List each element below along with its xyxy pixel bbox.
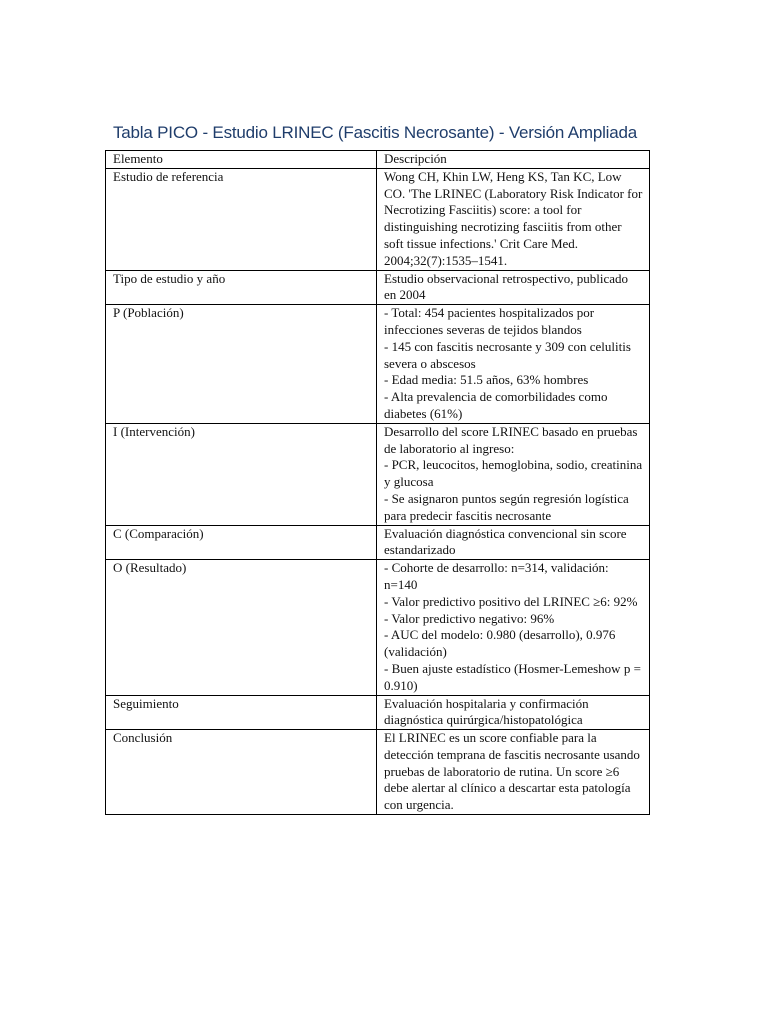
row-description: - Total: 454 pacientes hospitalizados por infecciones severas de tejidos blandos - 145 con fascitis necrosante y 309 con celulitis severa o abscesos - Edad media: 51.5 años, 63% hombres - Alta prevalencia de comorbilidades como diabetes (61%) — [377, 305, 650, 424]
table-row — [106, 305, 650, 424]
document-title: Tabla PICO - Estudio LRINEC (Fascitis Necrosante) - Versión Ampliada — [113, 123, 637, 142]
pico-table — [105, 150, 650, 815]
table-row — [106, 695, 650, 730]
table-row — [106, 730, 650, 815]
table-row — [106, 168, 650, 270]
row-description: Wong CH, Khin LW, Heng KS, Tan KC, Low CO. 'The LRINEC (Laboratory Risk Indicator for Necrotizing Fasciitis) score: a tool for distinguishing necrotizing fasciitis from other soft tissue infections.' Crit Care Med. 2004;32(7):1535–1541. — [377, 168, 650, 270]
table-row — [106, 423, 650, 525]
header-element: Elemento — [106, 151, 377, 169]
row-element: Conclusión — [106, 730, 377, 815]
table-row — [106, 560, 650, 695]
table-row — [106, 525, 650, 560]
row-element: I (Intervención) — [106, 423, 377, 525]
row-description: Estudio observacional retrospectivo, publicado en 2004 — [377, 270, 650, 305]
table-row — [106, 270, 650, 305]
row-element: Estudio de referencia — [106, 168, 377, 270]
row-element: Seguimiento — [106, 695, 377, 730]
row-description: - Cohorte de desarrollo: n=314, validación: n=140 - Valor predictivo positivo del LRINEC ≥6: 92% - Valor predictivo negativo: 96% - AUC del modelo: 0.980 (desarrollo), 0.976 (validación) - Buen ajuste estadístico (Hosmer-Lemeshow p = 0.910) — [377, 560, 650, 695]
table-header-row — [106, 151, 650, 169]
row-description: Evaluación diagnóstica convencional sin score estandarizado — [377, 525, 650, 560]
row-element: C (Comparación) — [106, 525, 377, 560]
row-description: El LRINEC es un score confiable para la detección temprana de fascitis necrosante usando pruebas de laboratorio de rutina. Un score ≥6 debe alertar al clínico a descartar esta patología con urgencia. — [377, 730, 650, 815]
row-element: P (Población) — [106, 305, 377, 424]
row-description: Evaluación hospitalaria y confirmación diagnóstica quirúrgica/histopatológica — [377, 695, 650, 730]
row-element: O (Resultado) — [106, 560, 377, 695]
row-element: Tipo de estudio y año — [106, 270, 377, 305]
row-description: Desarrollo del score LRINEC basado en pruebas de laboratorio al ingreso: - PCR, leucocitos, hemoglobina, sodio, creatinina y glucosa - Se asignaron puntos según regresión logística para predecir fascitis necrosante — [377, 423, 650, 525]
header-description: Descripción — [377, 151, 650, 169]
